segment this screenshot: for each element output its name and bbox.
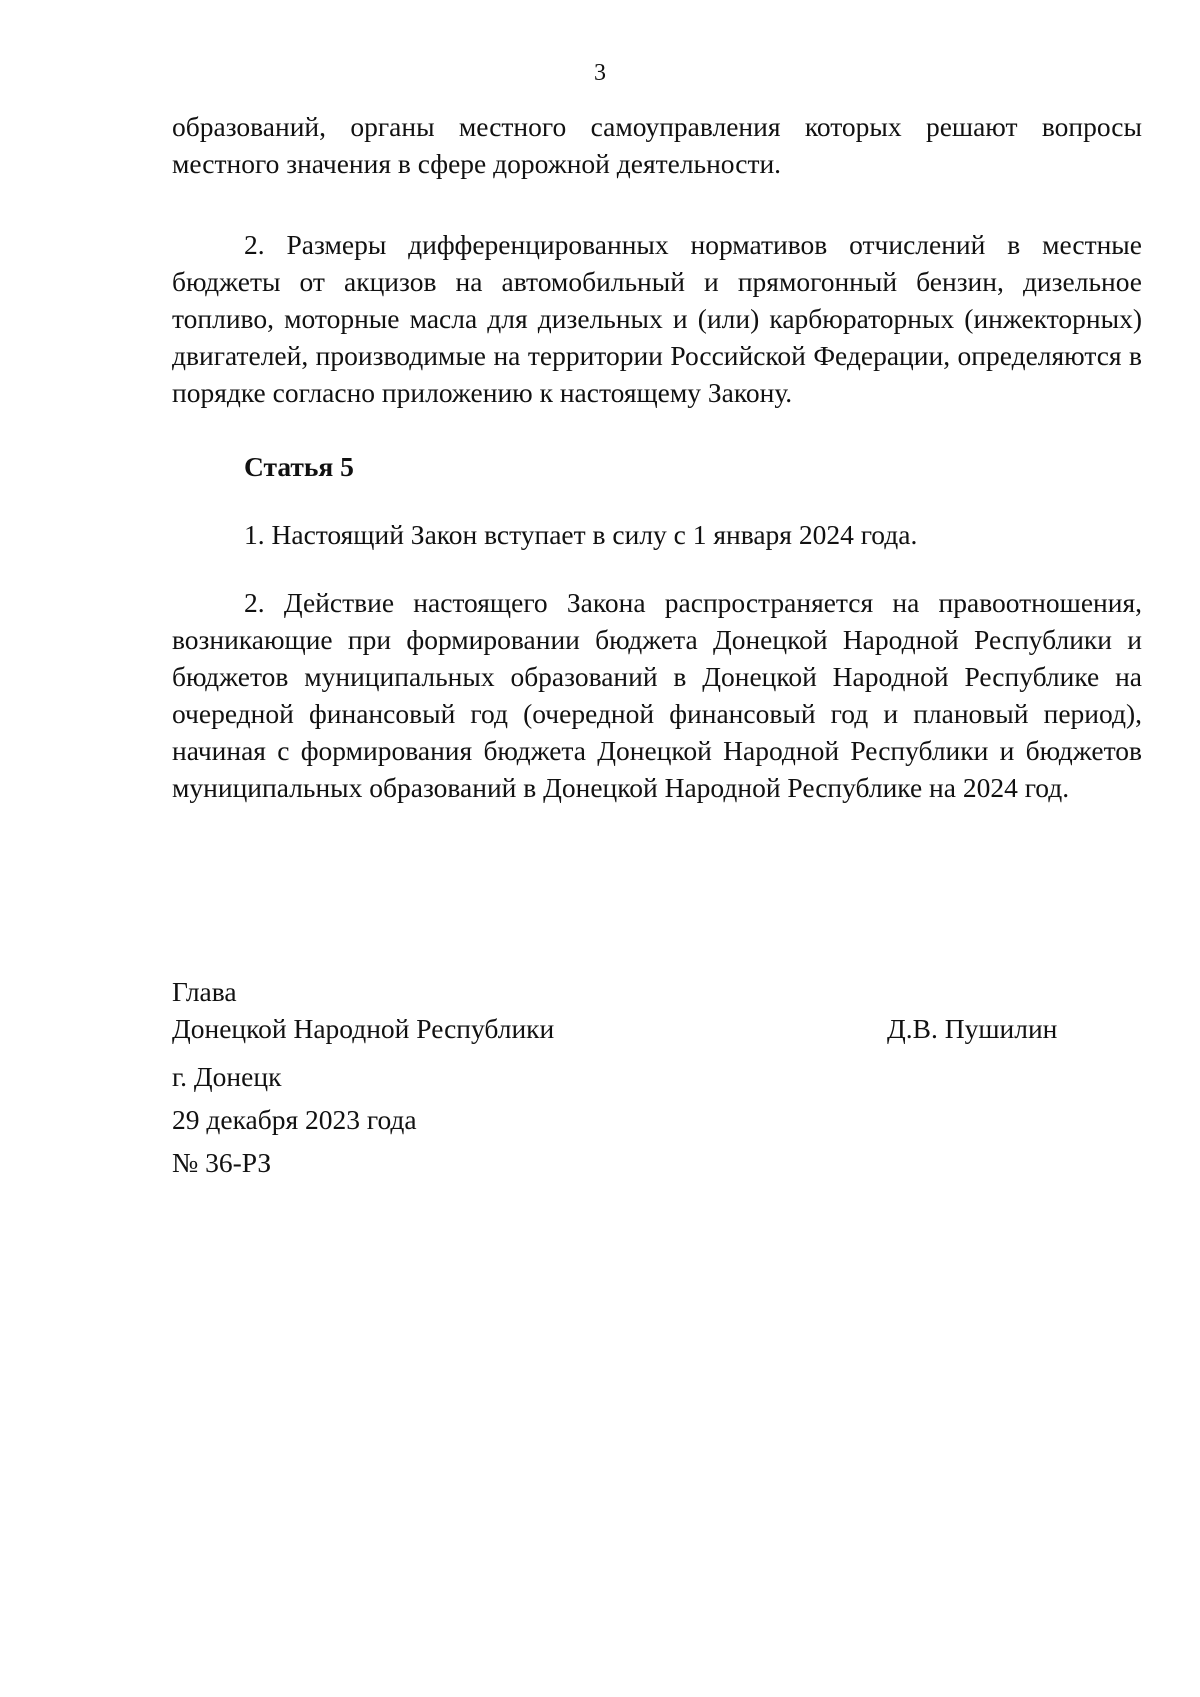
article-4-paragraph-2-block bbox=[172, 226, 1142, 411]
signatory-title-line-1: Глава bbox=[172, 976, 237, 1007]
signing-date: 29 декабря 2023 года bbox=[172, 1104, 417, 1135]
article-5-paragraph-1: 1. Настоящий Закон вступает в силу с 1 января 2024 года. bbox=[244, 519, 918, 550]
article-5-paragraph-1-block bbox=[172, 516, 1142, 553]
article-5-paragraph-2: 2. Действие настоящего Закона распространяется на правоотношения, возникающие при формировании бюджета Донецкой Народной Республики и бюджетов муниципальных образований в Донецкой Народной Республике на очередной финансовый год (очередной финансовый год и плановый период), начиная с формирования бюджета Донецкой Народной Республики и бюджетов муниципальных образований в Донецкой Народной Республике на 2024 год. bbox=[172, 587, 1142, 803]
signatory-title-line-2: Донецкой Народной Республики bbox=[172, 1013, 555, 1044]
continuation-paragraph: образований, органы местного самоуправления которых решают вопросы местного значения в сфере дорожной деятельности. bbox=[172, 111, 1142, 179]
article-5-paragraph-2-block bbox=[172, 584, 1142, 806]
continuation-paragraph-block bbox=[172, 108, 1142, 182]
place-of-signing: г. Донецк bbox=[172, 1061, 282, 1092]
page-number: 3 bbox=[594, 60, 606, 86]
law-number: № 36-РЗ bbox=[172, 1147, 272, 1178]
signature-block bbox=[172, 973, 1072, 1047]
article-4-paragraph-2: 2. Размеры дифференцированных нормативов отчислений в местные бюджеты от акцизов на автомобильный и прямогонный бензин, дизельное топливо, моторные масла для дизельных и (или) карбюраторных (инжекторных) двигателей, производимые на территории Российской Федерации, определяются в порядке согласно приложению к настоящему Закону. bbox=[172, 229, 1142, 408]
signatory-name: Д.В. Пушилин bbox=[887, 1013, 1058, 1044]
article-heading: Статья 5 bbox=[244, 451, 354, 482]
